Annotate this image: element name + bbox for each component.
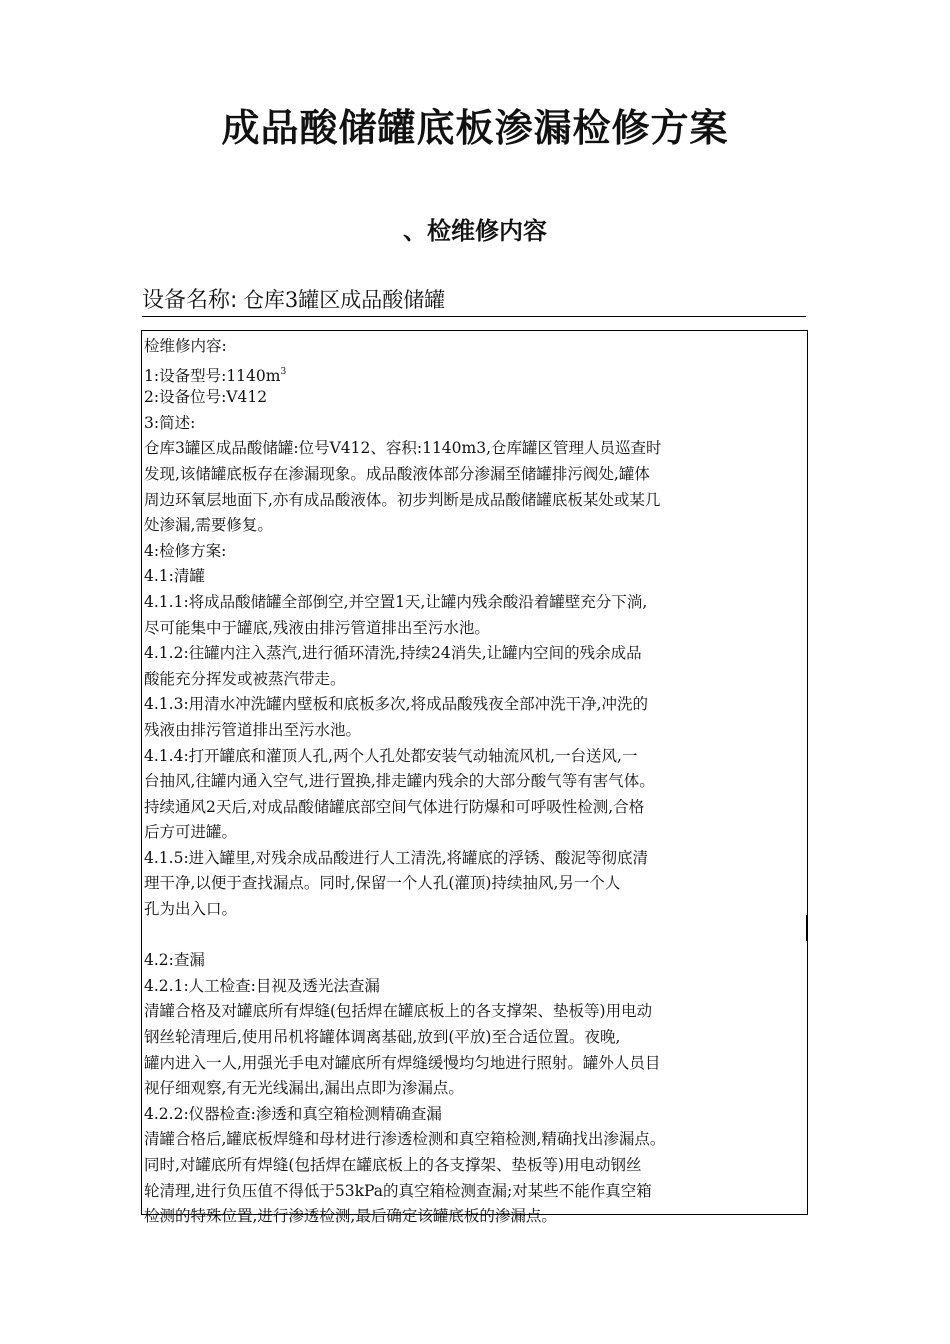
document-title: 成品酸储罐底板渗漏检修方案 — [221, 106, 729, 150]
step-4-2-1-line: 视仔细观察,有无光线漏出,漏出点即为渗漏点。 — [144, 1079, 464, 1098]
device-name-label: 设备名称 — [142, 288, 231, 313]
maintenance-content-text — [144, 334, 806, 1230]
summary-line: 处渗漏,需要修复。 — [144, 516, 273, 535]
content-heading: 检维修内容: — [144, 337, 227, 355]
section-heading: 、检维修内容 — [403, 217, 547, 245]
plan-label: 4:检修方案: — [144, 541, 227, 560]
device-name-value: 仓库3罐区成品酸储罐 — [242, 288, 446, 312]
step-4-1-5-line: 孔为出入口。 — [144, 900, 238, 919]
step-4-1-5-line: 理干净,以便于查找漏点。同时,保留一个人孔(灌顶)持续抽风,另一个人 — [144, 874, 621, 893]
step-4-2-2-line: 清罐合格后,罐底板焊缝和母材进行渗透检测和真空箱检测,精确找出渗漏点。 — [144, 1130, 666, 1149]
tank-cleaning-label: 4.1:清罐 — [144, 567, 205, 586]
step-4-2-1-title: 4.2.1:人工检查:目视及透光法查漏 — [144, 976, 380, 995]
border-mark — [806, 915, 808, 941]
maintenance-content-box — [141, 330, 808, 1226]
step-4-1-4-line: 后方可进罐。 — [144, 823, 238, 842]
equipment-model-value: 1140m — [226, 366, 281, 385]
step-4-2-1-line: 罐内进入一人,用强光手电对罐底所有焊缝缓慢均匀地进行照射。罐外人员目 — [144, 1053, 661, 1072]
step-4-1-3-line: 残液由排污管道排出至污水池。 — [144, 720, 362, 739]
step-4-1-4-line: 4.1.4:打开罐底和灌顶人孔,两个人孔处都安装气动轴流风机,一台送风,一 — [144, 746, 638, 765]
summary-line: 仓库3罐区成品酸储罐:位号V412、容积:1140m3,仓库罐区管理人员巡查时 — [144, 439, 662, 458]
step-4-1-5-line: 4.1.5:进入罐里,对残余成品酸进行人工清洗,将罐底的浮锈、酸泥等彻底清 — [144, 848, 649, 867]
equipment-model-label: 1:设备型号: — [144, 366, 227, 385]
summary-line: 周边环氧层地面下,亦有成品酸液体。初步判断是成品酸储罐底板某处或某几 — [144, 490, 661, 509]
equipment-model-superscript: 3 — [280, 366, 287, 377]
step-4-2-2-line: 轮清理,进行负压值不得低于53kPa的真空箱检测查漏;对某些不能作真空箱 — [144, 1181, 652, 1200]
step-4-1-4-line: 持续通风2天后,对成品酸储罐底部空间气体进行防爆和可呼吸性检测,合格 — [144, 797, 645, 816]
step-4-1-4-line: 台抽风,往罐内通入空气,进行置换,排走罐内残余的大部分酸气等有害气体。 — [144, 772, 655, 791]
equipment-model-line — [144, 360, 806, 386]
step-4-2-1-line: 钢丝轮清理后,使用吊机将罐体调离基础,放到(平放)至合适位置。夜晚, — [144, 1028, 621, 1047]
blank-line — [144, 923, 806, 949]
summary-label: 3:简述: — [144, 413, 196, 432]
step-4-1-1-line: 4.1.1:将成品酸储罐全部倒空,并空置1天,让罐内残余酸沿着罐壁充分下淌, — [144, 592, 648, 611]
leak-detection-label: 4.2:查漏 — [144, 951, 205, 970]
step-4-1-3-line: 4.1.3:用清水冲洗罐内壁板和底板多次,将成品酸残夜全部冲洗干净,冲洗的 — [144, 695, 649, 714]
equipment-position-line: 2:设备位号:V412 — [144, 388, 268, 407]
step-4-1-1-line: 尽可能集中于罐底,残液由排污管道排出至污水池。 — [144, 618, 490, 637]
step-4-2-2-title: 4.2.2:仪器检查:渗透和真空箱检测精确查漏 — [144, 1104, 442, 1123]
device-name-line — [142, 284, 806, 317]
step-4-1-2-line: 4.1.2:往罐内注入蒸汽,进行循环清洗,持续24消失,让罐内空间的残余成品 — [144, 644, 642, 663]
device-name-colon: : — [230, 288, 238, 313]
step-4-2-2-line: 同时,对罐底所有焊缝(包括焊在罐底板上的各支撑架、垫板等)用电动钢丝 — [144, 1156, 642, 1174]
step-4-2-2-line: 检测的特殊位置,进行渗透检测,最后确定该罐底板的渗漏点。 — [144, 1207, 557, 1226]
summary-line: 发现,该储罐底板存在渗漏现象。成品酸液体部分渗漏至储罐排污阀处,罐体 — [144, 464, 650, 483]
step-4-1-2-line: 酸能充分挥发或被蒸汽带走。 — [144, 669, 346, 688]
step-4-2-1-line: 清罐合格及对罐底所有焊缝(包括焊在罐底板上的各支撑架、垫板等)用电动 — [144, 1002, 653, 1021]
